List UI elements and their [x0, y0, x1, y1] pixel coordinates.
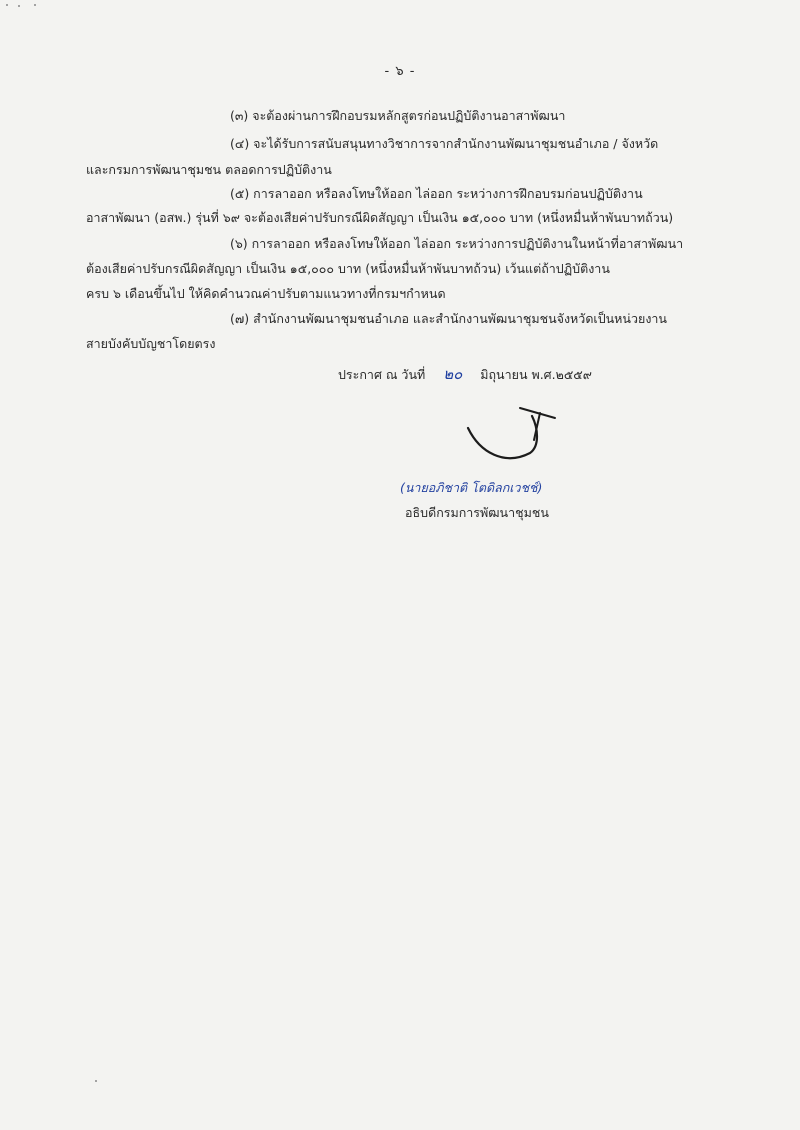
clause-6-continued-2: ครบ ๖ เดือนขึ้นไป ให้คิดคำนวณค่าปรับตามแนวทางที่กรมฯกำหนด [86, 286, 446, 301]
clause-6: (๖) การลาออก หรือลงโทษให้ออก ไล่ออก ระหว่างการปฏิบัติงานในหน้าที่อาสาพัฒนา [230, 236, 684, 251]
clause-3: (๓) จะต้องผ่านการฝึกอบรมหลักสูตรก่อนปฏิบัติงานอาสาพัฒนา [230, 108, 566, 123]
scan-speck [95, 1080, 97, 1082]
clause-4-continued: และกรมการพัฒนาชุมชน ตลอดการปฏิบัติงาน [86, 162, 332, 177]
signer-name: (นายอภิชาติ โตดิลกเวชช์) [400, 480, 543, 495]
scan-speck [18, 5, 20, 7]
handwritten-day: ๒๐ [443, 365, 463, 383]
announcement-month-year: มิถุนายน พ.ศ.๒๕๕๙ [480, 367, 592, 382]
clause-7-continued: สายบังคับบัญชาโดยตรง [86, 336, 216, 351]
clause-6-continued-1: ต้องเสียค่าปรับกรณีผิดสัญญา เป็นเงิน ๑๕,๐๐๐ บาท (หนึ่งหมื่นห้าพันบาทถ้วน) เว้นแต่ถ้าปฏิบัติงาน [86, 261, 610, 276]
scan-speck [34, 4, 36, 6]
announcement-prefix: ประกาศ ณ วันที่ [338, 367, 426, 382]
clause-5-continued: อาสาพัฒนา (อสพ.) รุ่นที่ ๖๙ จะต้องเสียค่าปรับกรณีผิดสัญญา เป็นเงิน ๑๕,๐๐๐ บาท (หนึ่งหมื่นห้าพันบาทถ้วน) [86, 210, 674, 225]
page-number: - ๖ - [384, 64, 416, 79]
clause-7: (๗) สำนักงานพัฒนาชุมชนอำเภอ และสำนักงานพัฒนาชุมชนจังหวัดเป็นหน่วยงาน [230, 311, 667, 326]
scan-speck [6, 4, 8, 6]
handwritten-signature [460, 398, 570, 473]
announcement-date [338, 362, 592, 386]
clause-4: (๔) จะได้รับการสนับสนุนทางวิชาการจากสำนักงานพัฒนาชุมชนอำเภอ / จังหวัด [230, 136, 659, 151]
clause-5: (๕) การลาออก หรือลงโทษให้ออก ไล่ออก ระหว่างการฝึกอบรมก่อนปฏิบัติงาน [230, 186, 643, 201]
signer-title: อธิบดีกรมการพัฒนาชุมชน [405, 505, 549, 520]
